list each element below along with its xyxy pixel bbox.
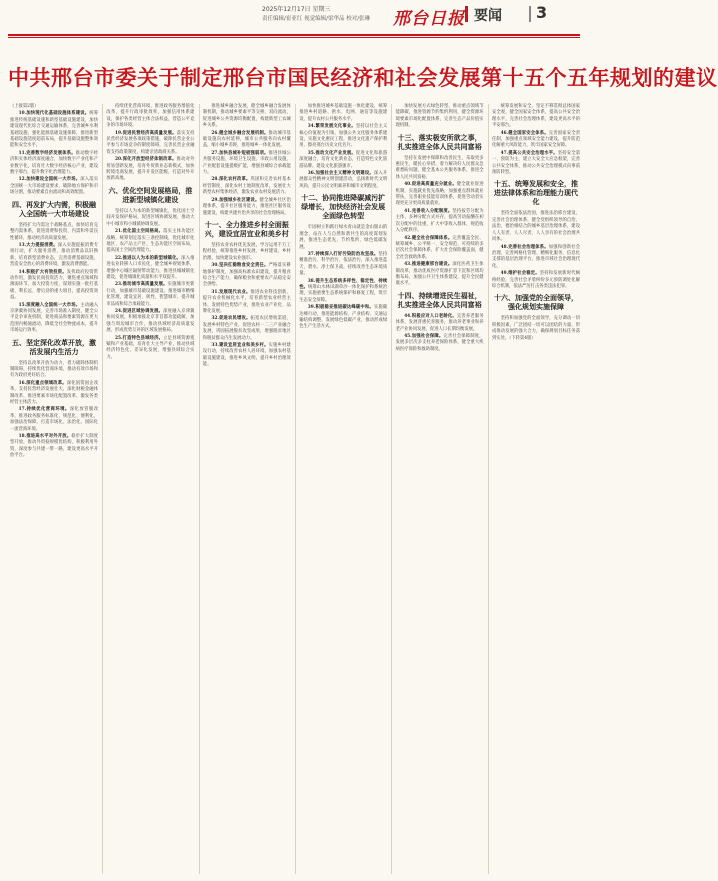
newspaper-logo: 邢台日报 — [393, 9, 465, 29]
text-column-2 — [106, 104, 194, 874]
paragraph-lead: 34.繁荣发展文化事业。 — [307, 124, 356, 130]
paragraph-lead: 37.持续深入打好污染防治攻坚战。 — [307, 251, 379, 257]
paragraph-lead: 26.健全城乡融合发展机制。 — [211, 130, 269, 136]
paragraph-text: 加强和创新社会治理，完善网格化管理、精细化服务、信息化支撑的基层治理平台，推进市域社会治理现代化。 — [492, 244, 581, 269]
paragraph-lead: 42.健全社会保障体系。 — [404, 235, 453, 241]
paragraph-lead: 13.大力提振消费。 — [18, 242, 58, 248]
section-heading: 十三、落实极安所欲之事，扎实推进全体人民共同富裕 — [397, 133, 482, 151]
paragraph-lead: 46.健全国家安全体系。 — [500, 130, 549, 136]
paragraph-text: 主动融入京津冀协同发展，完善市场准入制度，健全公平竞争审查机制，促进商品和要素资源在更大范围内畅通流动，降低全社会物流成本，提升市场运行效率。 — [10, 302, 99, 334]
paragraph-text: 推动城市基础设施向农村延伸，城市公共服务向农村覆盖，缩小城乡差距，推进城乡一体化发展。 — [202, 130, 291, 149]
masthead-rule — [8, 34, 580, 36]
paragraph-text: 促进文化和旅游深度融合，培育文化新业态，打造特色文化旅游品牌，建设文化旅游强市。 — [299, 150, 388, 169]
paragraph — [106, 256, 194, 282]
paragraph-text: 实施乡村建设行动，持续改善农村人居环境，加强农村基础设施建设，推进乡风文明，提升乡村治理效能。 — [202, 343, 291, 368]
paragraph-lead: 25.打造特色县域经济。 — [114, 335, 164, 341]
paragraph — [106, 104, 194, 130]
paragraph-text: 深化医药卫生体制改革，推动优质医疗资源扩容下沉和区域均衡布局，加强公共卫生体系建设，提升全民健康水平。 — [395, 262, 484, 287]
paragraph-text: 坚持按劳分配为主体、多种分配方式并存，提高劳动报酬在初次分配中的比重，扩大中等收入群体，规范收入分配秩序。 — [395, 208, 484, 234]
section-heading: 十一、全力推进乡村全面振兴，建设宜居宜业和美乡村 — [204, 220, 289, 238]
paragraph — [299, 124, 387, 150]
paragraph-lead: 33.建设宜居宜业和美乡村。 — [211, 343, 269, 348]
paragraph-lead: 32.促进农民增收。 — [211, 316, 251, 322]
paragraph — [10, 151, 98, 177]
paragraph — [396, 209, 484, 235]
paragraph — [106, 336, 194, 362]
paragraph — [106, 229, 194, 255]
paragraph — [396, 334, 484, 353]
paragraph — [299, 171, 387, 190]
paragraph — [10, 303, 98, 335]
paragraph — [106, 157, 194, 183]
paragraph-lead: 14.积极扩大有效投资。 — [18, 269, 67, 275]
paragraph-lead: 12.加快建设全国统一大市场。 — [18, 177, 81, 183]
paragraph — [10, 177, 98, 196]
paragraph-text: 坚持精准治污、科学治污、依法治污，深入推进蓝天、碧水、净土保卫战，持续改善生态环境质量。 — [299, 251, 388, 277]
paragraph-text: 完善覆盖全民、统筹城乡、公平统一、安全规范、可持续的多层次社会保障体系，扩大社会保险覆盖面，健全社会救助体系。 — [395, 235, 484, 260]
column-divider — [391, 104, 392, 874]
paragraph-text: 拓宽农民增收渠道，发展乡村特色产业，促进农村一二三产业融合发展，巩固拓展脱贫攻坚成果，增强脱贫地区和脱贫群众内生发展动力。 — [202, 316, 291, 341]
paragraph — [10, 223, 98, 242]
paragraph-lead: 29.加强城乡社区建设。 — [211, 197, 260, 203]
paragraph — [492, 316, 580, 342]
paragraph — [203, 263, 291, 289]
paragraph-lead: 28.深化农村改革。 — [211, 177, 251, 183]
paragraph-lead: 35.推动文化产业发展。 — [307, 150, 356, 156]
paragraph-text: 统筹发展和安全，坚定不移贯彻总体国家安全观，健全国家安全体系，提高公共安全治理水平，完善社会治理体系，建设更高水平的平安邢台。 — [492, 104, 580, 129]
text-column-4 — [299, 104, 387, 874]
paragraph-lead: 30.坚决扛稳粮食安全责任。 — [211, 263, 269, 269]
paragraph-text: 推动数字经济和实体经济深度融合，加快数字产业化和产业数字化，培育壮大数字经济核心产业，建设数字邢台，提升数字化治理能力。 — [10, 150, 98, 176]
paragraph-text: 健全城乡社区治理体系，提升社区服务能力，推进社区服务设施建设，构建共建共治共享的社会治理格局。 — [202, 197, 291, 216]
article-body — [10, 104, 580, 874]
section-heading: 六、优化空间发展格局，推进新型城镇化建设 — [108, 186, 193, 204]
paragraph — [203, 290, 291, 316]
paragraph-text: 坚持在发展中保障和改善民生，采取更多惠民生、暖民心举措，着力解决好人民群众急难愁盼问题，健全基本公共服务体系，推进全体人民共同富裕。 — [395, 155, 484, 180]
paragraph-lead: 38.提升生态系统多样性、稳定性、持续性。 — [299, 278, 388, 290]
text-column-6 — [492, 104, 580, 874]
paragraph-text: 推动对外贸易创新发展，培育外贸新业态新模式，加快跨境电商发展，提升开发区能级，打造对外开放新高地。 — [106, 157, 195, 182]
paragraph — [492, 104, 580, 130]
column-divider — [199, 104, 200, 874]
masthead-rule-thin — [8, 37, 580, 38]
paragraph-text: 严格落实耕地保护制度，加强高标准农田建设，提升粮食综合生产能力，确保粮食和重要农产品稳定安全供给。 — [202, 263, 291, 288]
paragraph — [203, 243, 291, 262]
paragraph-lead: 48.完善社会治理体系。 — [500, 244, 549, 250]
paragraph — [492, 271, 580, 290]
paragraph — [492, 151, 580, 177]
paragraph-text: 深入开展群众性精神文明创建活动，弘扬新时代文明风尚，提升公民文明素养和城市文明程度。 — [299, 171, 388, 189]
paragraph-text: 坚持全面依法治国，推进法治邢台建设，完善社会治理体系，健全党组织领导的自治、法治、德治相结合的城乡基层治理体系，建设人人有责、人人尽责、人人享有的社会治理共同体。 — [492, 211, 580, 243]
paragraph-text: 统筹山水林田湖草沙一体化保护和系统治理，实施重要生态系统保护和修复工程，筑牢生态安全屏障。 — [299, 284, 388, 303]
paragraph-lead: 27.加快县城补短板强弱项。 — [211, 150, 269, 156]
paragraph-lead: 39.积极稳妥推进碳达峰碳中和。 — [307, 305, 374, 311]
paragraph — [299, 279, 387, 305]
text-column-5 — [396, 104, 484, 874]
paragraph-text: 牢固树立和践行绿水青山就是金山银山的理念，站在人与自然和谐共生的高度谋划发展，推进生态优先、节约集约、绿色低碳发展。 — [299, 225, 388, 250]
paragraph-lead: 44.积极应对人口老龄化。 — [404, 313, 457, 319]
paragraph-text: 深化国资国企改革，支持民营经济发展壮大，深化财税金融体制改革，推进要素市场化配置改革，激发各类经营主体活力。 — [10, 380, 99, 406]
paragraph — [203, 151, 291, 177]
paragraph-lead: 24.促进区域协调发展。 — [114, 308, 164, 314]
paragraph — [10, 270, 98, 302]
paragraph — [396, 182, 484, 208]
paragraph — [10, 381, 98, 407]
paragraph — [203, 104, 291, 130]
paragraph — [10, 434, 98, 460]
paragraph-text: 推进城乡融合发展，健全城乡融合发展体制机制，推动城乡要素平等交换、双向流动，促进城乡公共资源均衡配置，构建新型工农城乡关系。 — [202, 104, 291, 129]
paragraph-text: 坚持安全第一、预防为主，建立大安全大应急框架，完善公共安全体系，推动公共安全治理模式向事前预防转型。 — [492, 150, 580, 176]
paragraph — [203, 316, 291, 342]
paragraph-text: 统筹推进传统基础设施和新型基础设施建设，加快建设现代化综合交通运输体系，完善城乡水利基础设施，强化能源基础设施保障，推进新型基础设施适度超前布局，提升基础设施整体效能和安全水平。 — [10, 111, 98, 149]
paragraph-text: 推进农业科技创新，提升农业机械化水平，培育新型农业经营主体，发展特色优势产业，推进农业产业化、品牌化发展。 — [202, 289, 291, 314]
paragraph-text: 巩固和完善农村基本经营制度，深化农村土地制度改革，发展壮大新型农村集体经济，激发农业农村发展活力。 — [202, 177, 291, 196]
paragraph-text: 坚持以人为本的新型城镇化，优化国土空间开发保护格局，促进区域协调发展，推动大中小城市和小城镇协调发展。 — [106, 208, 195, 227]
page-divider — [529, 6, 531, 22]
paragraph — [299, 225, 387, 251]
paragraph-lead: 47.提高公共安全治理水平。 — [500, 150, 558, 156]
paragraph-text: 坚持以社会主义核心价值观为引领，加强公共文化服务体系建设，实施文化惠民工程，推进文化遗产保护利用，擦亮邢台历史文化名片。 — [299, 124, 388, 149]
section-title: 要闻 — [474, 8, 502, 24]
column-divider — [488, 104, 489, 874]
paragraph-text: 坚持农业农村优先发展，学习运用千万工程经验，统筹推进乡村发展、乡村建设、乡村治理，加快建设农业强市。 — [202, 242, 291, 261]
paragraph-lead: 41.完善收入分配制度。 — [404, 208, 453, 214]
paragraph-lead: 11.完善数字经济发展体系。 — [18, 150, 76, 156]
paragraph-text: 加快推进城乡基础设施一体化建设，统筹推进乡村道路、供水、电网、通信等设施建设，提升农村公共服务水平。 — [299, 104, 388, 122]
paragraph-text: 深入落实全国统一大市场建设要求，破除地方保护和市场分割，推动要素自由流动和高效配置。 — [10, 177, 99, 196]
paragraph-text: 健全就业促进机制，实施就业优先战略，加强重点群体就业帮扶，完善职业技能培训体系，促进劳动者实现更充分更高质量就业。 — [395, 182, 484, 207]
paragraph — [396, 262, 484, 288]
paragraph-lead: 36.加强社会主义精神文明建设。 — [307, 171, 374, 177]
section-heading: 十四、持续增进民生福祉，扎实推进全体人民共同富裕 — [397, 291, 482, 309]
paragraph — [299, 104, 387, 123]
paragraph — [10, 104, 98, 110]
issue-date: 2025年12月17日 星期三 — [262, 6, 331, 13]
masthead — [0, 0, 588, 38]
paragraph-lead: 21.优化国土空间格局。 — [114, 229, 164, 235]
paragraph — [299, 151, 387, 170]
paragraph-lead: 43.推进健康邢台建设。 — [404, 262, 453, 268]
paragraph — [396, 314, 484, 333]
paragraph — [106, 282, 194, 308]
paragraph — [203, 198, 291, 217]
paragraph-lead: 18.推进高水平对外开放。 — [18, 434, 72, 440]
paragraph-lead: 15.深度融入全国统一大市场。 — [18, 302, 81, 308]
page-number: 3 — [536, 3, 548, 22]
paragraph-text: 落实支持民营经济发展各项政策措施，破除民营企业公平参与市场竞争的制度障碍，完善民营企业融资支持政策制度，构建亲清政商关系。 — [106, 130, 195, 155]
editors-credit: 责任编辑/崔亚红 视觉编辑/梁华品 校对/张琳 — [262, 16, 371, 22]
paragraph — [10, 111, 98, 149]
paragraph-text: 实施碳达峰行动，推进能源结构、产业结构、交通运输结构调整，发展绿色低碳产业，推动形成绿色生产生活方式。 — [299, 305, 388, 330]
paragraph-text: 稳步扩大制度型开放，推动外贸稳规模优结构，积极利用外资，深度参与共建一带一路，建设更高水平开放平台。 — [10, 434, 98, 459]
paragraph — [203, 131, 291, 150]
paragraph — [492, 211, 580, 243]
paragraph — [396, 156, 484, 182]
paragraph-text: 坚持和加强党的全面领导，充分调动一切积极因素，广泛团结一切可以团结的力量，形成推动发展的强大合力，确保规划目标任务落到实处。（下转第4版） — [492, 316, 580, 341]
paragraph-text: 深度融入京津冀协同发展，积极承接北京非首都功能疏解，加强与周边城市合作，推动县域经济高质量发展，形成优势互补的区域发展格局。 — [106, 308, 195, 334]
paragraph-text: 持续优化营商环境，推进政务服务增值化改革，提升行政审批效率，加强信用体系建设，保护各类经营主体合法权益，营造公平竞争的市场环境。 — [106, 104, 195, 129]
section-heading: 四、再发扩大内需，积极融入全国统一大市场建设 — [12, 200, 96, 218]
column-divider — [295, 104, 296, 874]
paragraph-lead: 31.发展现代农业。 — [211, 289, 251, 295]
section-heading: 十五、统筹发展和安全，推进法律体系和治理能力现代化 — [494, 180, 578, 207]
paragraph-lead: 45.加强社会保障。 — [404, 333, 444, 339]
paragraph-text: 落实主体功能区战略，统筹划定落实三条控制线，优化城市化地区、农产品主产区、生态功能区空间布局，提高国土空间治理能力。 — [106, 229, 195, 254]
paragraph — [203, 343, 291, 369]
paragraph-text: 推进县城公共服务设施、环境卫生设施、市政公用设施、产业配套设施提级扩能，增强县城综合承载能力。 — [202, 150, 291, 176]
paragraph-lead: 19.促进民营经济高质量发展。 — [114, 130, 177, 136]
paragraph-text: 立足县域资源禀赋和产业基础，培育壮大主导产业，推动县域经济特色化、差异化发展，增强县域综合实力。 — [106, 335, 195, 360]
paragraph-text: 加快发展方式绿色转型，推动重点领域节能降碳，推进资源节约集约利用，健全资源环境要素市场化配置体系，完善生态产品价值实现机制。 — [395, 104, 484, 129]
logo-divider — [465, 6, 468, 22]
paragraph-text: 发挥政府投资带动作用，激发民间投资活力，聚焦重点领域和薄弱环节，加大投资力度，谋划实施一批打基础、利长远、增后劲的重大项目，提高投资效益。 — [10, 269, 99, 301]
paragraph-text: （上接第2版） — [10, 104, 39, 109]
paragraph — [106, 209, 194, 228]
paragraph — [203, 177, 291, 196]
paragraph-lead: 22.推进以人为本的新型城镇化。 — [114, 255, 182, 261]
section-heading: 五、坚定深化改革开放，激活发展内生活力 — [12, 338, 96, 356]
paragraph — [106, 309, 194, 335]
paragraph — [299, 305, 387, 331]
paragraph-lead: 23.推动城市高质量发展。 — [114, 282, 168, 288]
paragraph — [396, 104, 484, 130]
paragraph-text: 坚持和发展新时代枫桥经验，完善社会矛盾纠纷多元预防调处化解综合机制，依法严厉打击各类违法犯罪。 — [492, 271, 580, 289]
paragraph — [10, 361, 98, 380]
paragraph-lead: 40.促进高质量充分就业。 — [404, 182, 457, 188]
paragraph-lead: 16.深化重点领域改革。 — [18, 380, 67, 386]
paragraph-text: 坚持扩大内需这个战略基点，加快培育完整内需体系，促进消费和投资、内需和外需良性循环，推动经济高质量发展。 — [10, 222, 98, 241]
paragraph-text: 实施城市更新行动，加强城市基础设施建设，推进城市精细化管理，建设宜居、韧性、智慧城市，提升城市品质和综合承载能力。 — [106, 282, 195, 307]
paragraph-lead: 10.加快现代化基础设施体系建设。 — [18, 111, 90, 117]
paragraph — [10, 407, 98, 433]
section-heading: 十二、协同推进降碳减污扩绿增长，加快经济社会发展全面绿色转型 — [301, 194, 386, 221]
section-heading: 十六、加强党的全面领导，强化规划实施保障 — [494, 294, 578, 312]
paragraph — [10, 243, 98, 269]
text-column-1 — [10, 104, 98, 874]
paragraph — [299, 252, 387, 278]
paragraph-text: 完善国家安全责任制，加强重点领域安全能力建设，提升防范化解重大风险能力，筑牢国家安全屏障。 — [492, 130, 581, 149]
text-column-3 — [203, 104, 291, 874]
paragraph — [492, 245, 580, 271]
paragraph-text: 深化放管服改革，推进政务服务标准化、规范化、便利化，加强法治保障，打造市场化、法治化、国际化一流营商环境。 — [10, 407, 99, 432]
paragraph-text: 深入实施提振消费专项行动，扩大服务消费，推动消费品以旧换新，培育新型消费业态，完善消费基础设施，营造安全放心的消费环境，激发消费潜能。 — [10, 242, 98, 268]
paragraph-lead: 20.深化开放型经济体制改革。 — [114, 157, 177, 163]
article-headline: 中共邢台市委关于制定邢台市国民经济和社会发展第十五个五年规划的建议 — [8, 66, 718, 90]
paragraph-lead: 49.维护社会稳定。 — [500, 271, 540, 277]
paragraph-text: 完善社会保障制度，发展多层次多支柱养老保险体系，健全重大疾病医疗保险和救助制度。 — [395, 333, 484, 352]
paragraph — [492, 131, 580, 150]
paragraph — [106, 131, 194, 157]
paragraph-text: 深入推进农业转移人口市民化，健全城乡规划体系，增强中心城区辐射带动能力，推进县城城镇化建设，促进城镇化质量和水平双提升。 — [106, 255, 195, 280]
paragraph-text: 坚持以改革开放为动力，着力破除体制机制障碍，持续优化营商环境，推动有效市场和有为政府更好结合。 — [10, 360, 98, 379]
paragraph — [396, 236, 484, 262]
paragraph-text: 完善养老服务体系，发展普惠托育服务，推动养老事业和养老产业协同发展，促进人口长期均衡发展。 — [395, 313, 484, 332]
column-divider — [102, 104, 103, 874]
paragraph-lead: 17.持续优化营商环境。 — [18, 407, 70, 413]
